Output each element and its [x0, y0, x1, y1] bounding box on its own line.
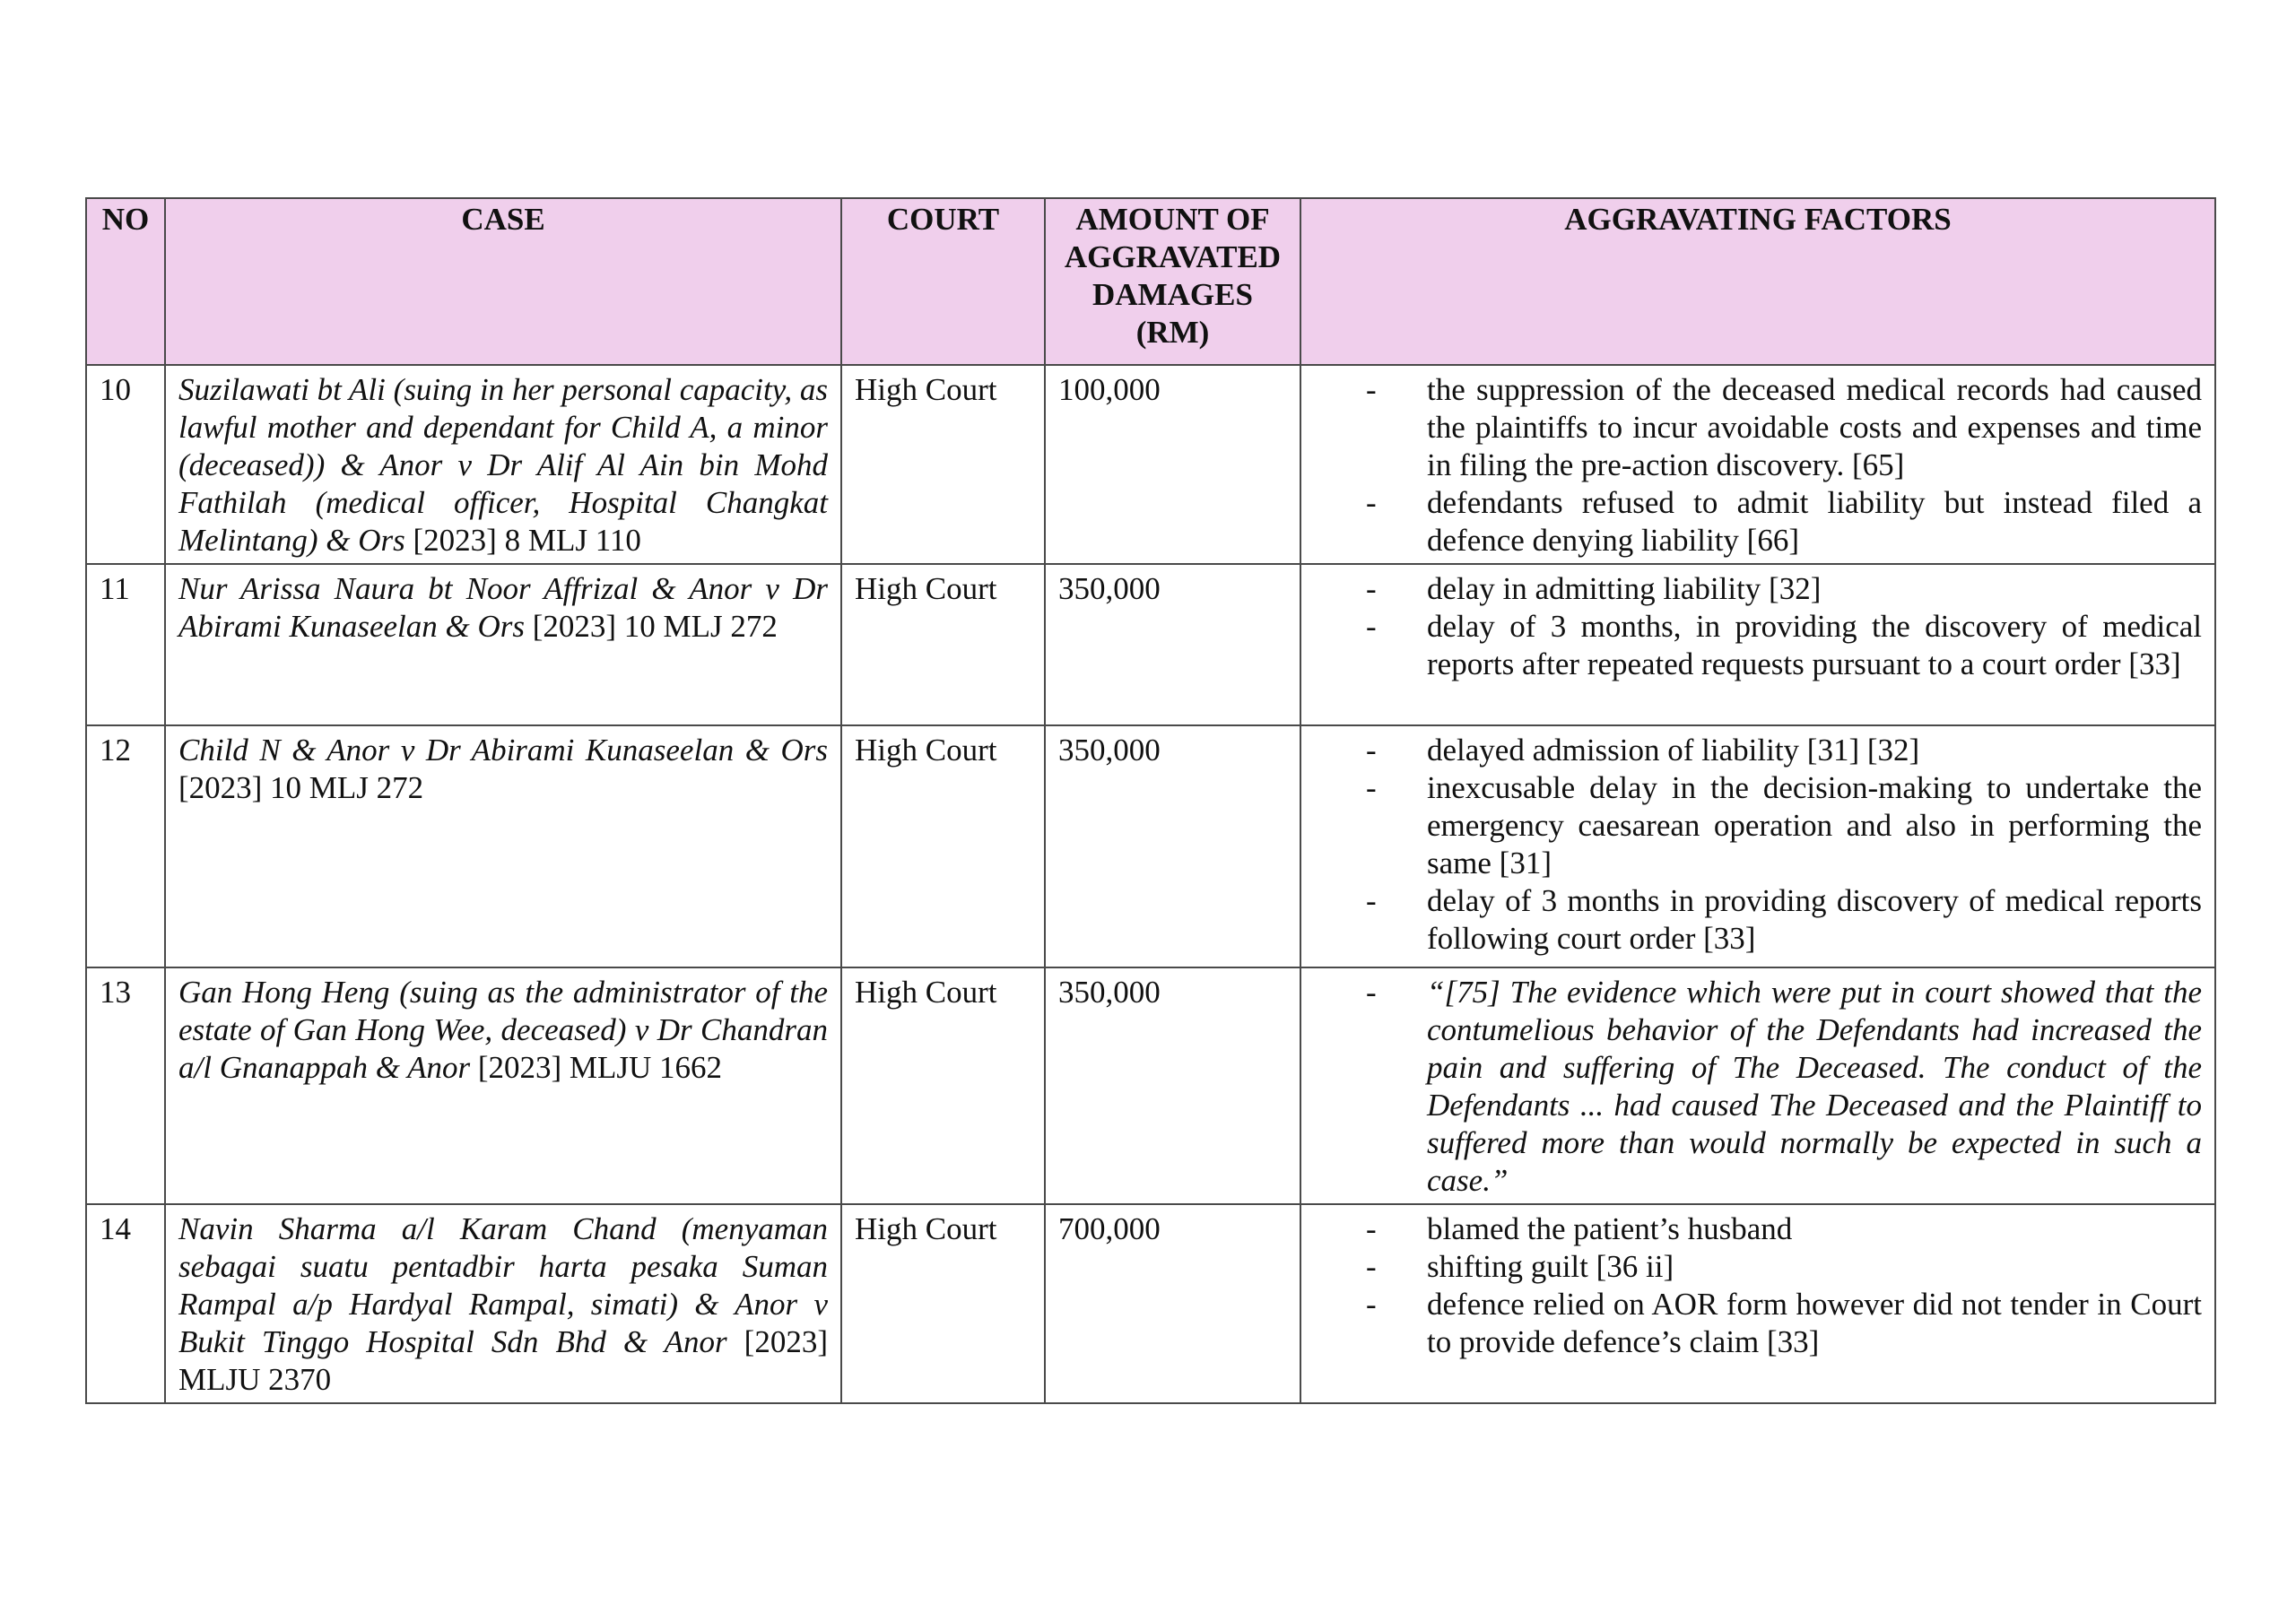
case-name: Gan Hong Heng (suing as the administrator of the estate of Gan Hong Wee, deceased) v Dr Chandran a/l Gnanappah & Anor — [178, 975, 828, 1085]
row-number: 11 — [86, 564, 165, 725]
court-cell: High Court — [841, 725, 1045, 967]
header-case: CASE — [165, 198, 841, 365]
factor-item — [1314, 608, 2202, 683]
amount-cell: 350,000 — [1045, 564, 1300, 725]
table-row — [86, 365, 2215, 564]
factor-item — [1314, 1210, 2202, 1248]
factors-list — [1314, 570, 2202, 683]
row-number: 10 — [86, 365, 165, 564]
table-row — [86, 725, 2215, 967]
factor-item — [1314, 1286, 2202, 1361]
factor-text: defendants refused to admit liability but instead filed a defence denying liability [66] — [1427, 485, 2202, 558]
factor-item — [1314, 484, 2202, 559]
factor-text: delay of 3 months in providing discovery of medical reports following court order [33] — [1427, 883, 2202, 956]
header-court: COURT — [841, 198, 1045, 365]
amount-cell: 700,000 — [1045, 1204, 1300, 1403]
table-row — [86, 967, 2215, 1204]
case-name: Nur Arissa Naura bt Noor Affrizal & Anor v Dr Abirami Kunaseelan & Ors — [178, 571, 828, 644]
case-citation: [2023] 10 MLJ 272 — [524, 609, 778, 644]
factors-list — [1314, 371, 2202, 559]
case-name: Navin Sharma a/l Karam Chand (menyaman sebagai suatu pentadbir harta pesaka Suman Rampal a/p Hardyal Rampal, simati) & Anor v Bukit Tinggo Hospital Sdn Bhd & Anor — [178, 1211, 828, 1359]
header-amount-line: AGGRAVATED — [1064, 239, 1282, 274]
case-name: Child N & Anor v Dr Abirami Kunaseelan & Ors — [178, 733, 828, 768]
amount-cell: 350,000 — [1045, 967, 1300, 1204]
header-amount-line: AMOUNT OF — [1075, 202, 1270, 237]
case-citation: [2023] 8 MLJ 110 — [404, 523, 641, 558]
factor-item — [1314, 732, 2202, 769]
factors-cell — [1300, 725, 2215, 967]
factors-cell — [1300, 1204, 2215, 1403]
aggravated-damages-table — [85, 197, 2216, 1404]
row-number: 14 — [86, 1204, 165, 1403]
bullet-dash: - — [1366, 609, 1377, 644]
table-row — [86, 564, 2215, 725]
factors-cell — [1300, 365, 2215, 564]
bullet-dash: - — [1366, 571, 1377, 606]
factors-cell — [1300, 967, 2215, 1204]
factors-list — [1314, 732, 2202, 958]
bullet-dash: - — [1366, 485, 1377, 520]
factor-item — [1314, 974, 2202, 1200]
case-citation: [2023] 10 MLJ 272 — [178, 770, 424, 805]
factor-text: delay in admitting liability [32] — [1427, 571, 1822, 606]
amount-cell: 100,000 — [1045, 365, 1300, 564]
court-cell: High Court — [841, 365, 1045, 564]
factor-text: inexcusable delay in the decision-making to undertake the emergency caesarean operation and also in performing the same [31] — [1427, 770, 2202, 880]
bullet-dash: - — [1366, 372, 1377, 407]
factor-item — [1314, 769, 2202, 882]
header-amount-line: (RM) — [1135, 315, 1210, 350]
factor-item — [1314, 882, 2202, 958]
case-cell — [165, 365, 841, 564]
factor-quote: “[75] The evidence which were put in court showed that the contumelious behavior of the Defendants had increased the pain and suffering of The Deceased. The conduct of the Defendants ... had caused The Deceased and the Plaintiff to suffered more than would normally be expected in such a case.” — [1427, 975, 2202, 1198]
factor-text: blamed the patient’s husband — [1427, 1211, 1793, 1246]
bullet-dash: - — [1366, 883, 1377, 918]
table-header-row — [86, 198, 2215, 365]
header-aggravating-factors: AGGRAVATING FACTORS — [1300, 198, 2215, 365]
factor-text: delayed admission of liability [31] [32] — [1427, 733, 1920, 768]
factor-text: the suppression of the deceased medical records had caused the plaintiffs to incur avoidable costs and expenses and time in filing the pre-action discovery. [65] — [1427, 372, 2202, 482]
factor-item — [1314, 1248, 2202, 1286]
court-cell: High Court — [841, 564, 1045, 725]
header-no: NO — [86, 198, 165, 365]
factors-cell — [1300, 564, 2215, 725]
bullet-dash: - — [1366, 733, 1377, 768]
bullet-dash: - — [1366, 770, 1377, 805]
case-citation: [2023] MLJU 1662 — [470, 1050, 723, 1085]
factor-text: delay of 3 months, in providing the discovery of medical reports after repeated requests pursuant to a court order [33] — [1427, 609, 2202, 681]
case-name: Suzilawati bt Ali (suing in her personal capacity, as lawful mother and dependant for Child A, a minor (deceased)) & Anor v Dr Alif Al Ain bin Mohd Fathilah (medical officer, Hospital Changkat Melintang) & Ors — [178, 372, 828, 558]
court-cell: High Court — [841, 1204, 1045, 1403]
case-cell — [165, 967, 841, 1204]
bullet-dash: - — [1366, 1287, 1377, 1322]
case-cell — [165, 1204, 841, 1403]
header-amount — [1045, 198, 1300, 365]
case-cell — [165, 564, 841, 725]
header-amount-line: DAMAGES — [1092, 277, 1253, 312]
case-citation: [2023] MLJU 2370 — [178, 1324, 828, 1397]
court-cell: High Court — [841, 967, 1045, 1204]
factors-list — [1314, 974, 2202, 1200]
table-row — [86, 1204, 2215, 1403]
amount-cell: 350,000 — [1045, 725, 1300, 967]
factor-text: defence relied on AOR form however did not tender in Court to provide defence’s claim [33] — [1427, 1287, 2202, 1359]
case-cell — [165, 725, 841, 967]
factor-text: shifting guilt [36 ii] — [1427, 1249, 1674, 1284]
factor-item — [1314, 570, 2202, 608]
bullet-dash: - — [1366, 1249, 1377, 1284]
row-number: 13 — [86, 967, 165, 1204]
bullet-dash: - — [1366, 975, 1377, 1010]
row-number: 12 — [86, 725, 165, 967]
bullet-dash: - — [1366, 1211, 1377, 1246]
factors-list — [1314, 1210, 2202, 1361]
factor-item — [1314, 371, 2202, 484]
